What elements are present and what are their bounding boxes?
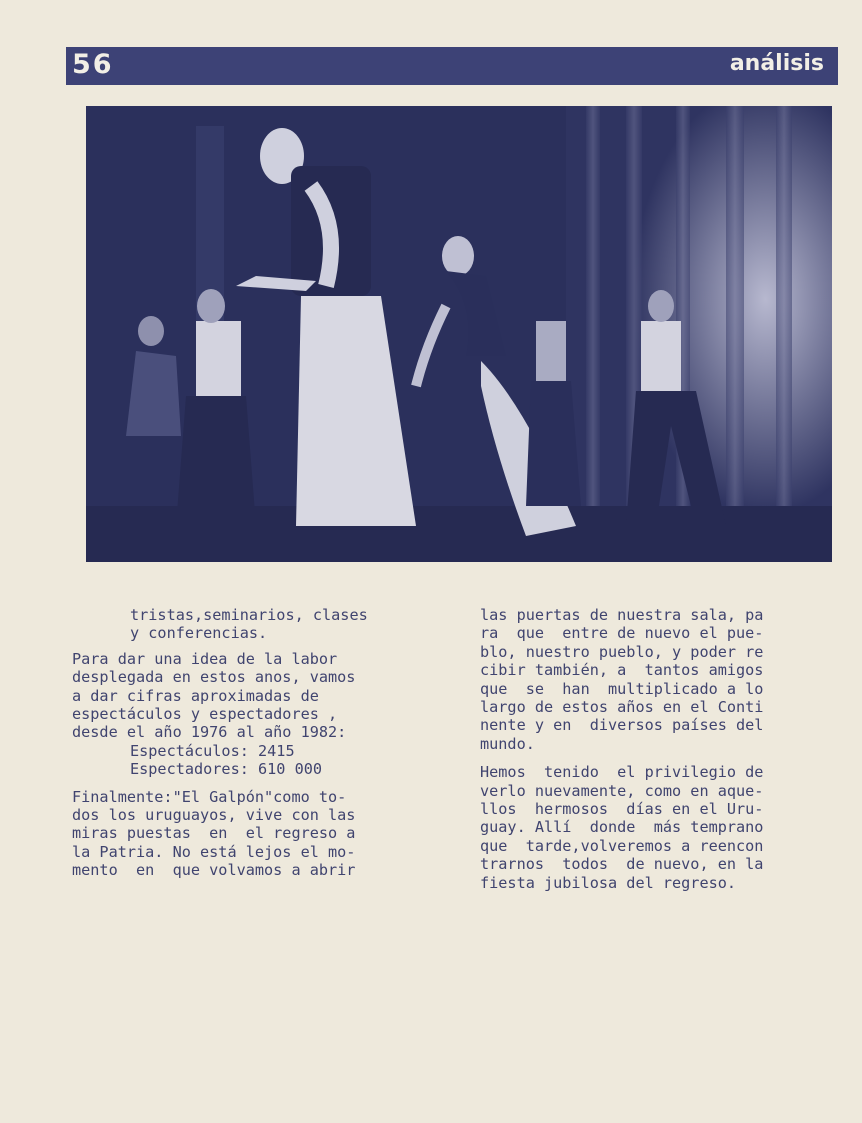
page-header-bar	[66, 47, 838, 85]
stage-photo	[86, 106, 832, 562]
section-label: análisis	[729, 51, 824, 76]
right-text-column	[480, 606, 846, 899]
stat-espectaculos: Espectáculos: 2415	[130, 741, 295, 760]
paragraph-intro-continuation: tristas,seminarios, clases y conferencias.	[130, 606, 368, 643]
stat-espectadores: Espectadores: 610 000	[130, 760, 323, 779]
stage-dancers-photo-icon	[86, 106, 832, 562]
paragraph-labor-figures: Para dar una idea de la labor desplegada en estos anos, vamos a dar cifras aproximadas de espectáculos y espectadores , desde el año 1976 al año 1982:	[72, 649, 356, 742]
paragraph-finalmente: Finalmente:"El Galpón"como to- dos los uruguayos, vive con las miras puestas en el regreso a la Patria. No está lejos el mo- mento en que volvamos a abrir	[72, 787, 356, 880]
left-text-column	[72, 606, 444, 887]
paragraph-privilegio: Hemos tenido el privilegio de verlo nuevamente, como en aque- llos hermosos días en el Uru- guay. Allí donde más temprano que tarde,volveremos a reencon trarnos todos de nuevo, en la fiesta jubilosa del regreso.	[480, 763, 764, 892]
page-number: 56	[72, 49, 114, 80]
paragraph-puertas-sala: las puertas de nuestra sala, pa ra que entre de nuevo el pue- blo, nuestro pueblo, y poder re cibir también, a tantos amigos que se han multiplicado a lo largo de estos años en el Conti nente y en diversos países del mundo.	[480, 606, 764, 753]
